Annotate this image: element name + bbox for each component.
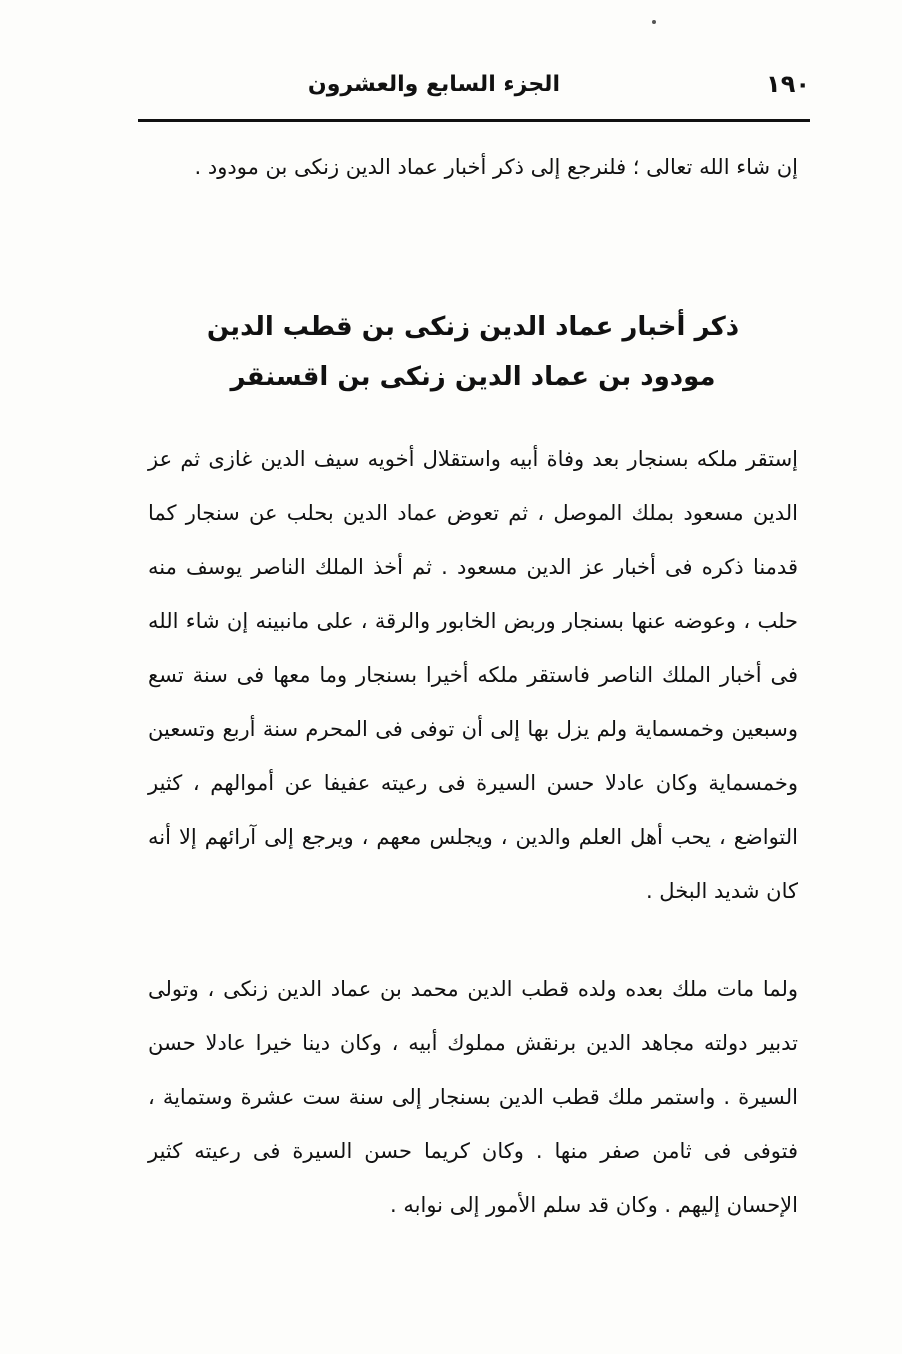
page-number: ١٩٠ xyxy=(766,70,810,98)
print-speck xyxy=(652,20,656,24)
page-header xyxy=(138,64,810,112)
header-rule xyxy=(138,119,810,122)
section-title xyxy=(148,302,798,402)
intro-paragraph xyxy=(148,140,798,194)
section-title-line-2: مودود بن عماد الدين زنكى بن اقسنقر xyxy=(230,362,716,392)
paragraph-text: إستقر ملكه بسنجار بعد وفاة أبيه واستقلال أخويه سيف الدين غازى ثم عز الدين مسعود بملك الموصل ، ثم تعوض عماد الدين بحلب عن سنجار كما قدمنا ذكره فى أخبار عز الدين مسعود . ثم أخذ الملك الناصر يوسف منه حلب ، وعوضه عنها بسنجار وربض الخابور والرقة ، على مانبينه إن شاء الله فى أخبار الملك الناصر فاستقر ملكه أخيرا بسنجار وما معها فى سنة تسع وسبعين وخمسماية ولم يزل بها إلى أن توفى فى المحرم سنة أربع وتسعين وخمسماية وكان عادلا حسن السيرة فى رعيته عفيفا عن أموالهم ، كثير التواضع ، يحب أهل العلم والدين ، ويجلس معهم ، ويرجع إلى آرائهم إلا أنه كان شديد البخل . xyxy=(148,447,798,903)
intro-text: إن شاء الله تعالى ؛ فلنرجع إلى ذكر أخبار عماد الدين زنكى بن مودود . xyxy=(194,155,798,179)
running-head: الجزء السابع والعشرون xyxy=(307,72,560,97)
paragraph-text: ولما مات ملك بعده ولده قطب الدين محمد بن عماد الدين زنكى ، وتولى تدبير دولته مجاهد الدين برنقش مملوك أبيه ، وكان دينا خيرا عادلا حسن السيرة . واستمر ملك قطب الدين بسنجار إلى سنة ست عشرة وستماية ، فتوفى فى ثامن صفر منها . وكان كريما حسن السيرة فى رعيته كثير الإحسان إليهم . وكان قد سلم الأمور إلى نوابه . xyxy=(148,977,798,1217)
paragraph-1 xyxy=(148,432,798,918)
section-title-line-1: ذكر أخبار عماد الدين زنكى بن قطب الدين xyxy=(206,312,740,342)
paragraph-2 xyxy=(148,962,798,1232)
